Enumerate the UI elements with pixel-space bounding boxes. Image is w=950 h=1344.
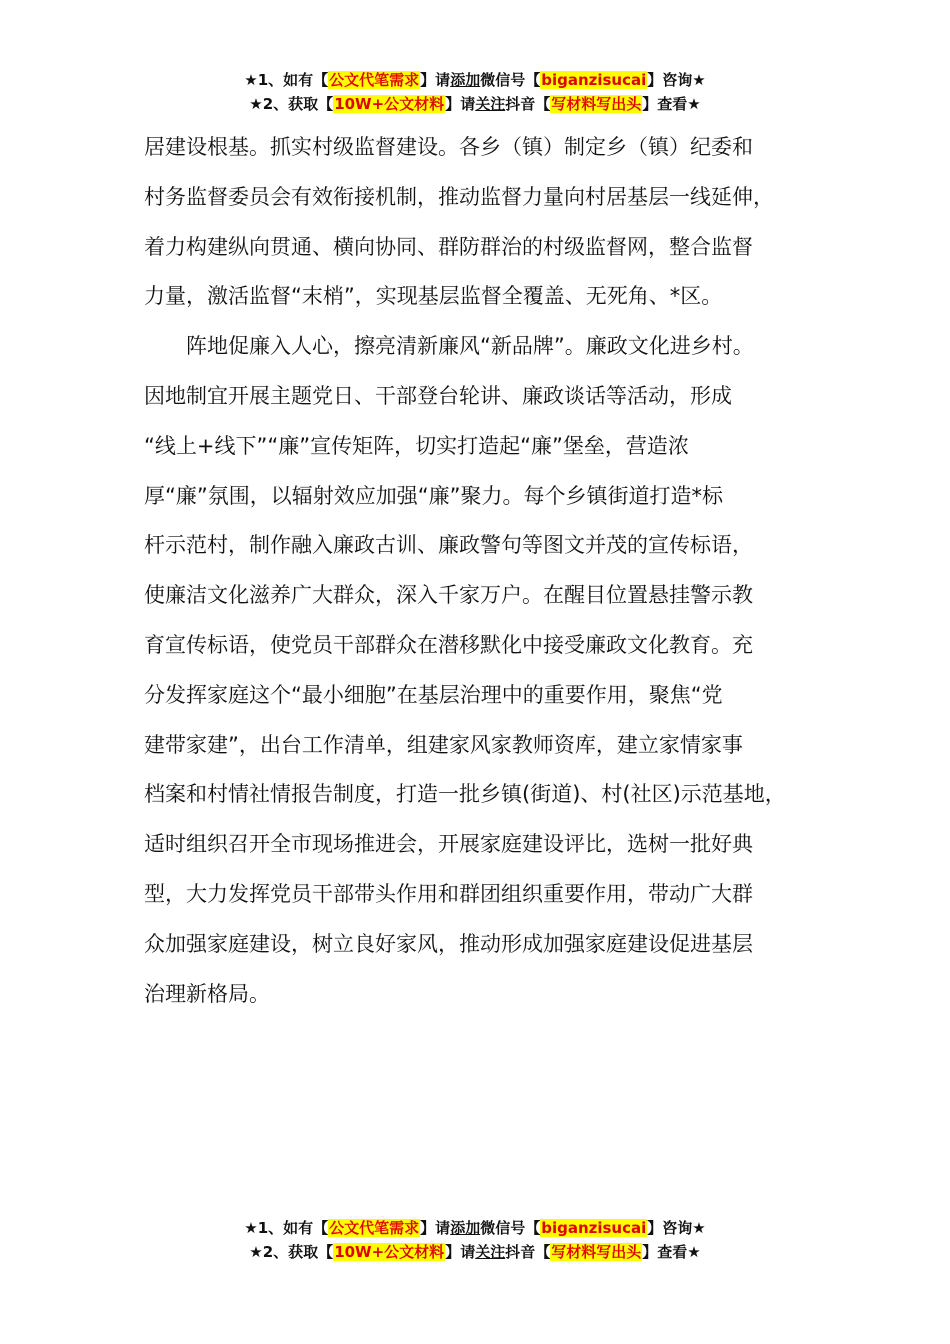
highlight-douyin-account: 写材料写出头 <box>551 95 642 113</box>
body-line: 适时组织召开全市现场推进会，开展家庭建设评比，选树一批好典 <box>144 832 753 857</box>
banner-text: 】请 <box>420 71 451 89</box>
document-body <box>144 123 834 1019</box>
body-line: 村务监督委员会有效衔接机制，推动监督力量向村居基层一线延伸， <box>144 184 774 209</box>
banner-line-2 <box>0 1240 950 1264</box>
body-line: 治理新格局。 <box>144 981 270 1006</box>
body-line: 分发挥家庭这个“最小细胞”在基层治理中的重要作用，聚焦“党 <box>144 682 723 707</box>
banner-text: 】请 <box>420 1219 451 1237</box>
banner-text: ★1、如有【 <box>244 71 329 89</box>
highlight-wechat-id: biganzisucai <box>541 1219 647 1237</box>
body-line: 因地制宜开展主题党日、干部登台轮讲、廉政谈话等活动，形成 <box>144 383 732 408</box>
banner-text: 微信号【 <box>480 1219 541 1237</box>
underlined-text: 关注 <box>475 95 506 113</box>
footer-banner <box>0 1216 950 1264</box>
highlight-douyin-account: 写材料写出头 <box>551 1243 642 1261</box>
highlight-materials: 10W+公文材料 <box>334 95 445 113</box>
paragraph-start-line: 阵地促廉入人心，擦亮清新廉风“新品牌”。廉政文化进乡村。 <box>144 334 754 359</box>
banner-text: 】咨询★ <box>647 1219 706 1237</box>
banner-text: 】查看★ <box>642 95 701 113</box>
banner-text: ★1、如有【 <box>244 1219 329 1237</box>
body-line: 居建设根基。抓实村级监督建设。各乡（镇）制定乡（镇）纪委和 <box>144 135 753 159</box>
banner-line-2 <box>0 92 950 116</box>
body-line: 建带家建”，出台工作清单，组建家风家教师资库，建立家情家事 <box>144 732 743 757</box>
body-line: 型，大力发挥党员干部带头作用和群团组织重要作用，带动广大群 <box>144 881 753 906</box>
banner-text: 微信号【 <box>480 71 541 89</box>
highlight-materials: 10W+公文材料 <box>334 1243 445 1261</box>
underlined-text: 添加 <box>450 71 481 89</box>
banner-text: 】请 <box>445 1243 476 1261</box>
body-line: 档案和村情社情报告制度，打造一批乡镇(街道)、村(社区)示范基地， <box>144 782 786 807</box>
banner-line-1 <box>0 68 950 92</box>
body-line: 厚“廉”氛围，以辐射效应加强“廉”聚力。每个乡镇街道打造*标 <box>144 483 724 508</box>
underlined-text: 关注 <box>475 1243 506 1261</box>
banner-text: ★2、获取【 <box>249 95 334 113</box>
banner-line-1 <box>0 1216 950 1240</box>
body-line: 着力构建纵向贯通、横向协同、群防群治的村级监督网，整合监督 <box>144 234 753 259</box>
body-line: 杆示范村，制作融入廉政古训、廉政警句等图文并茂的宣传标语， <box>144 533 753 558</box>
body-line: 力量，激活监督“末梢”，实现基层监督全覆盖、无死角、*区。 <box>144 284 723 309</box>
banner-text: 抖音【 <box>505 95 551 113</box>
banner-text: 抖音【 <box>505 1243 551 1261</box>
body-line: “线上+线下”“廉”宣传矩阵，切实打造起“廉”堡垒，营造浓 <box>144 433 689 458</box>
banner-text: 】查看★ <box>642 1243 701 1261</box>
body-line: 众加强家庭建设，树立良好家风，推动形成加强家庭建设促进基层 <box>144 931 753 956</box>
body-line: 育宣传标语，使党员干部群众在潜移默化中接受廉政文化教育。充 <box>144 632 753 657</box>
highlight-service: 公文代笔需求 <box>329 1219 420 1237</box>
banner-text: 】请 <box>445 95 476 113</box>
body-line: 使廉洁文化滋养广大群众，深入千家万户。在醒目位置悬挂警示教 <box>144 583 753 608</box>
highlight-wechat-id: biganzisucai <box>541 71 647 89</box>
underlined-text: 添加 <box>450 1219 481 1237</box>
banner-text: ★2、获取【 <box>249 1243 334 1261</box>
banner-text: 】咨询★ <box>647 71 706 89</box>
header-banner <box>0 68 950 116</box>
highlight-service: 公文代笔需求 <box>329 71 420 89</box>
